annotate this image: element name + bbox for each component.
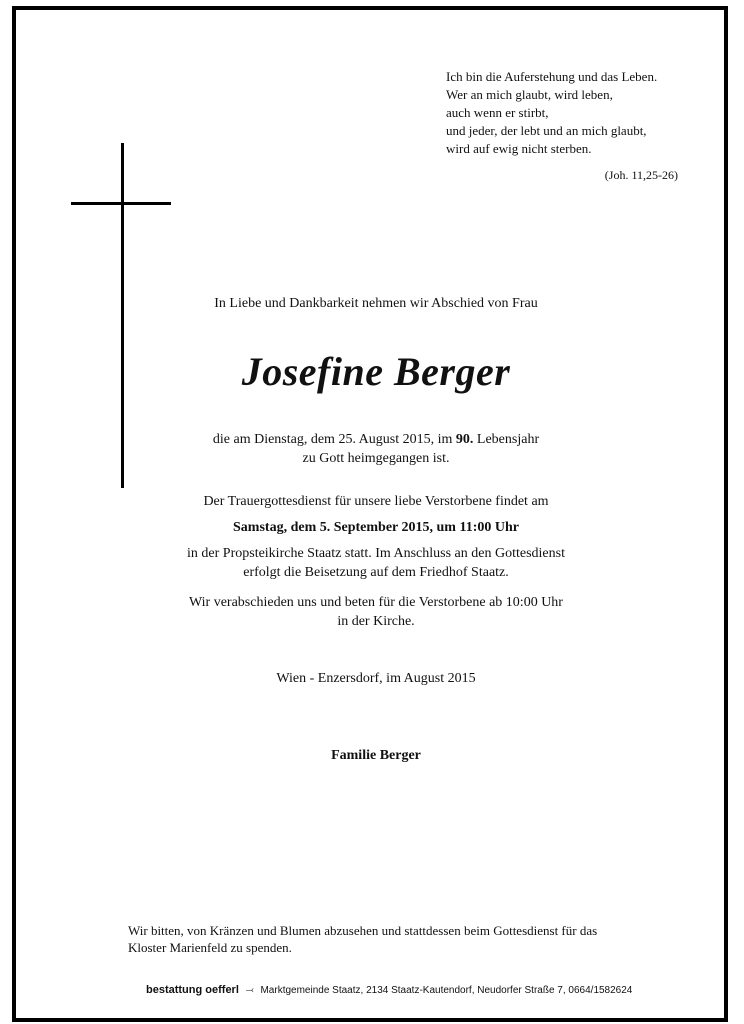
request-line2: Kloster Marienfeld zu spenden. xyxy=(128,940,292,955)
donation-request xyxy=(128,922,688,956)
funeral-home-brand: bestattung oefferl xyxy=(146,984,239,996)
farewell-line2: in der Kirche. xyxy=(337,614,415,629)
intro-text: In Liebe und Dankbarkeit nehmen wir Abschied von Frau xyxy=(214,296,538,311)
service-line1: Der Trauergottesdienst für unsere liebe Verstorbene findet am xyxy=(203,494,549,509)
service-line3: in der Propsteikirche Staatz statt. Im Anschluss an den Gottesdienst xyxy=(187,546,565,561)
quote-line: Wer an mich glaubt, wird leben, xyxy=(446,87,613,102)
quote-line: und jeder, der lebt und an mich glaubt, xyxy=(446,123,647,138)
farewell-info xyxy=(96,593,656,631)
quote-line: wird auf ewig nicht sterben. xyxy=(446,141,592,156)
death-line2: zu Gott heimgegangen ist. xyxy=(302,451,450,466)
service-date: Samstag, dem 5. September 2015, um 11:00 Uhr xyxy=(233,520,519,535)
bible-quote xyxy=(446,68,706,158)
age-suffix-text: Lebensjahr xyxy=(473,432,540,447)
signature: Familie Berger xyxy=(331,748,421,763)
quote-line: auch wenn er stirbt, xyxy=(446,105,549,120)
age-text: 90. xyxy=(455,432,474,447)
quote-reference: (Joh. 11,25-26) xyxy=(604,168,678,182)
cross-symbol-icon: ⤙ xyxy=(245,985,254,996)
obituary-frame xyxy=(12,6,728,1022)
death-notice xyxy=(96,430,656,468)
funeral-home-address: Marktgemeinde Staatz, 2134 Staatz-Kautendorf, Neudorfer Straße 7, 0664/1582624 xyxy=(260,985,633,996)
farewell-line1: Wir verabschieden uns und beten für die Verstorbene ab 10:00 Uhr xyxy=(189,595,563,610)
service-info xyxy=(96,492,656,582)
place-date: Wien - Enzersdorf, im August 2015 xyxy=(276,671,476,686)
footer-bar xyxy=(146,984,706,996)
deceased-name: Josefine Berger xyxy=(241,349,511,394)
service-line4: erfolgt die Beisetzung auf dem Friedhof Staatz. xyxy=(243,565,509,580)
quote-line: Ich bin die Auferstehung und das Leben. xyxy=(446,69,658,84)
death-date-text: die am Dienstag, dem 25. August 2015, im xyxy=(212,432,456,447)
request-line1: Wir bitten, von Kränzen und Blumen abzusehen und stattdessen beim Gottesdienst für das xyxy=(128,923,598,938)
